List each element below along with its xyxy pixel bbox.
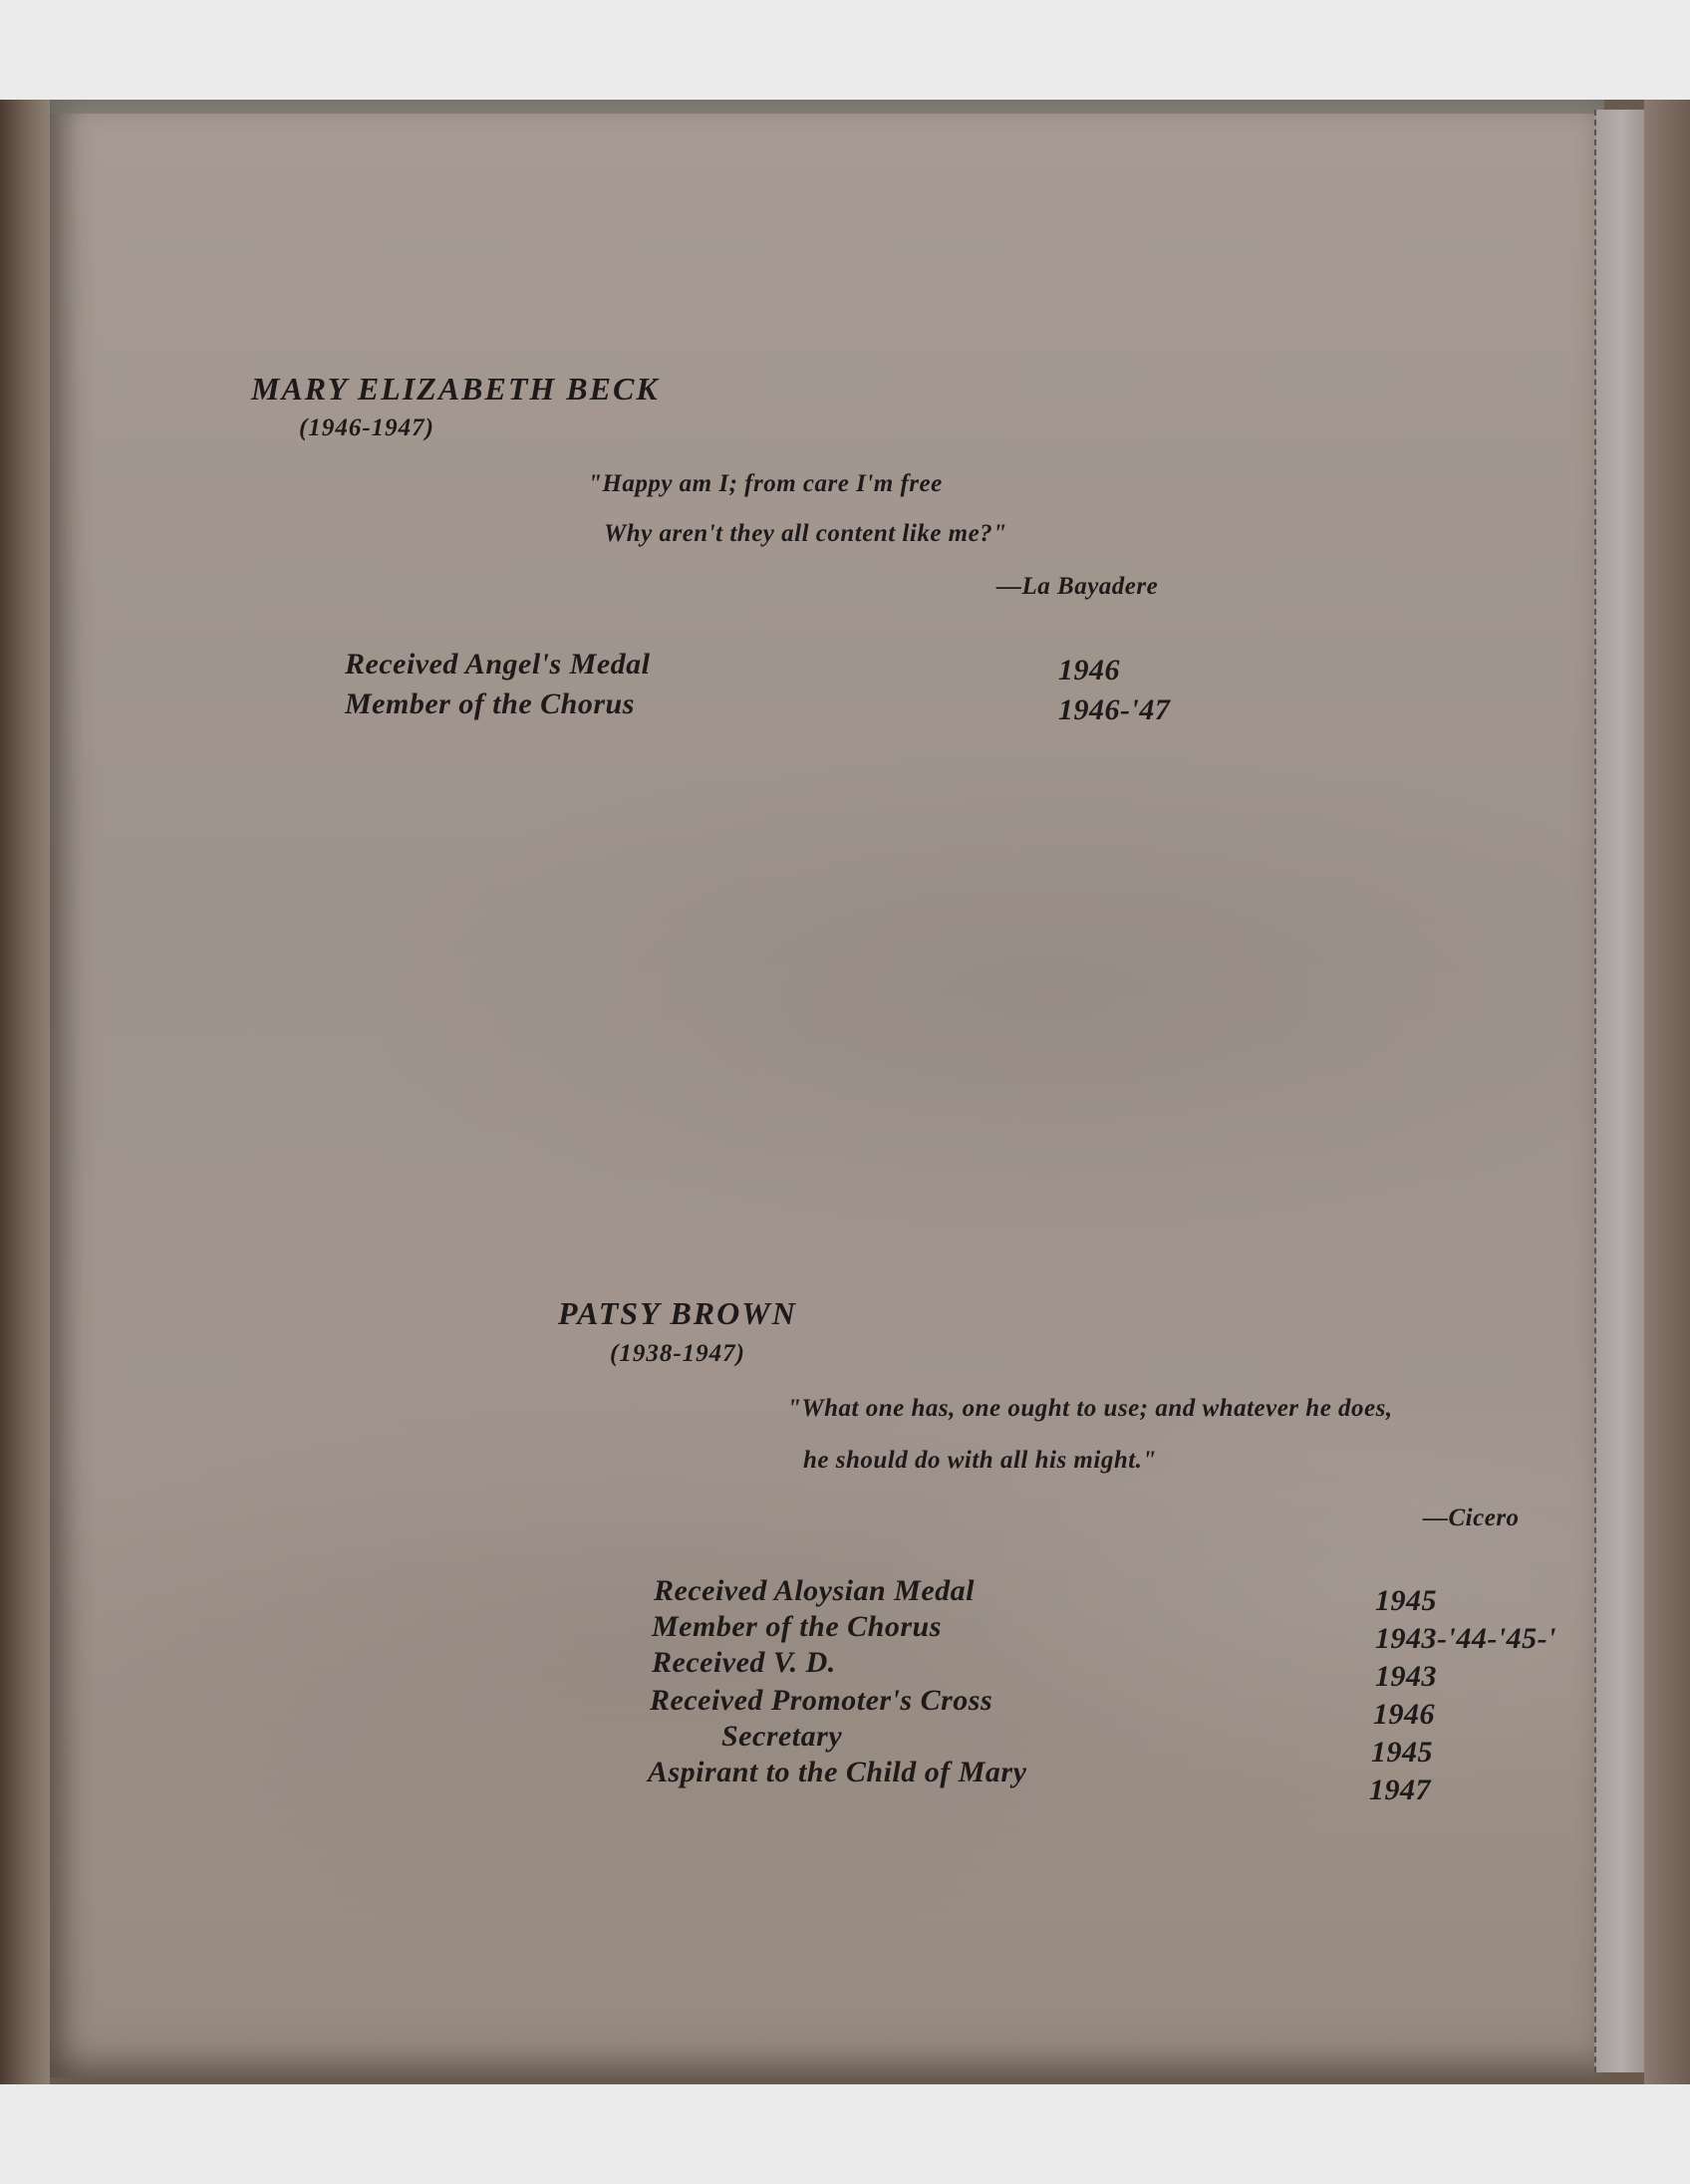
achievement-year: 1943 [1375, 1660, 1437, 1693]
quote-line: "Happy am I; from care I'm free [588, 470, 943, 497]
achievement-label: Member of the Chorus [652, 1610, 942, 1643]
entry-dates: (1946-1947) [299, 414, 434, 441]
page-top-band [50, 100, 1604, 114]
book-spine-edge [0, 100, 50, 2084]
achievement-year: 1946 [1373, 1698, 1435, 1731]
achievement-year: 1946 [1058, 654, 1120, 686]
achievement-label: Received V. D. [652, 1646, 836, 1679]
book-right-edge [1644, 100, 1690, 2084]
entry-name: PATSY BROWN [558, 1295, 797, 1331]
achievement-year: 1943-'44-'45-' [1375, 1622, 1556, 1655]
achievement-label: Received Promoter's Cross [650, 1684, 993, 1717]
torn-page-strip [1594, 110, 1646, 2072]
achievement-year: 1947 [1369, 1774, 1431, 1806]
achievement-year: 1946-'47 [1058, 693, 1171, 726]
quote-line: he should do with all his might." [803, 1447, 1157, 1474]
achievement-year: 1945 [1371, 1736, 1433, 1769]
quote-line: Why aren't they all content like me?" [604, 520, 1007, 547]
quote-attribution: —La Bayadere [996, 573, 1159, 600]
entry-dates: (1938-1947) [610, 1340, 745, 1367]
achievement-label: Member of the Chorus [345, 687, 635, 720]
achievement-label: Received Aloysian Medal [654, 1574, 975, 1607]
achievement-label: Received Angel's Medal [345, 648, 651, 681]
achievement-year: 1945 [1375, 1584, 1437, 1617]
quote-attribution: —Cicero [1423, 1504, 1520, 1531]
quote-line: "What one has, one ought to use; and whatever he does, [787, 1395, 1393, 1422]
page-photo [0, 100, 1690, 2084]
book-page [50, 100, 1604, 2077]
entry-name: MARY ELIZABETH BECK [251, 371, 660, 407]
achievement-label: Secretary [721, 1720, 843, 1753]
achievement-label: Aspirant to the Child of Mary [648, 1756, 1027, 1788]
